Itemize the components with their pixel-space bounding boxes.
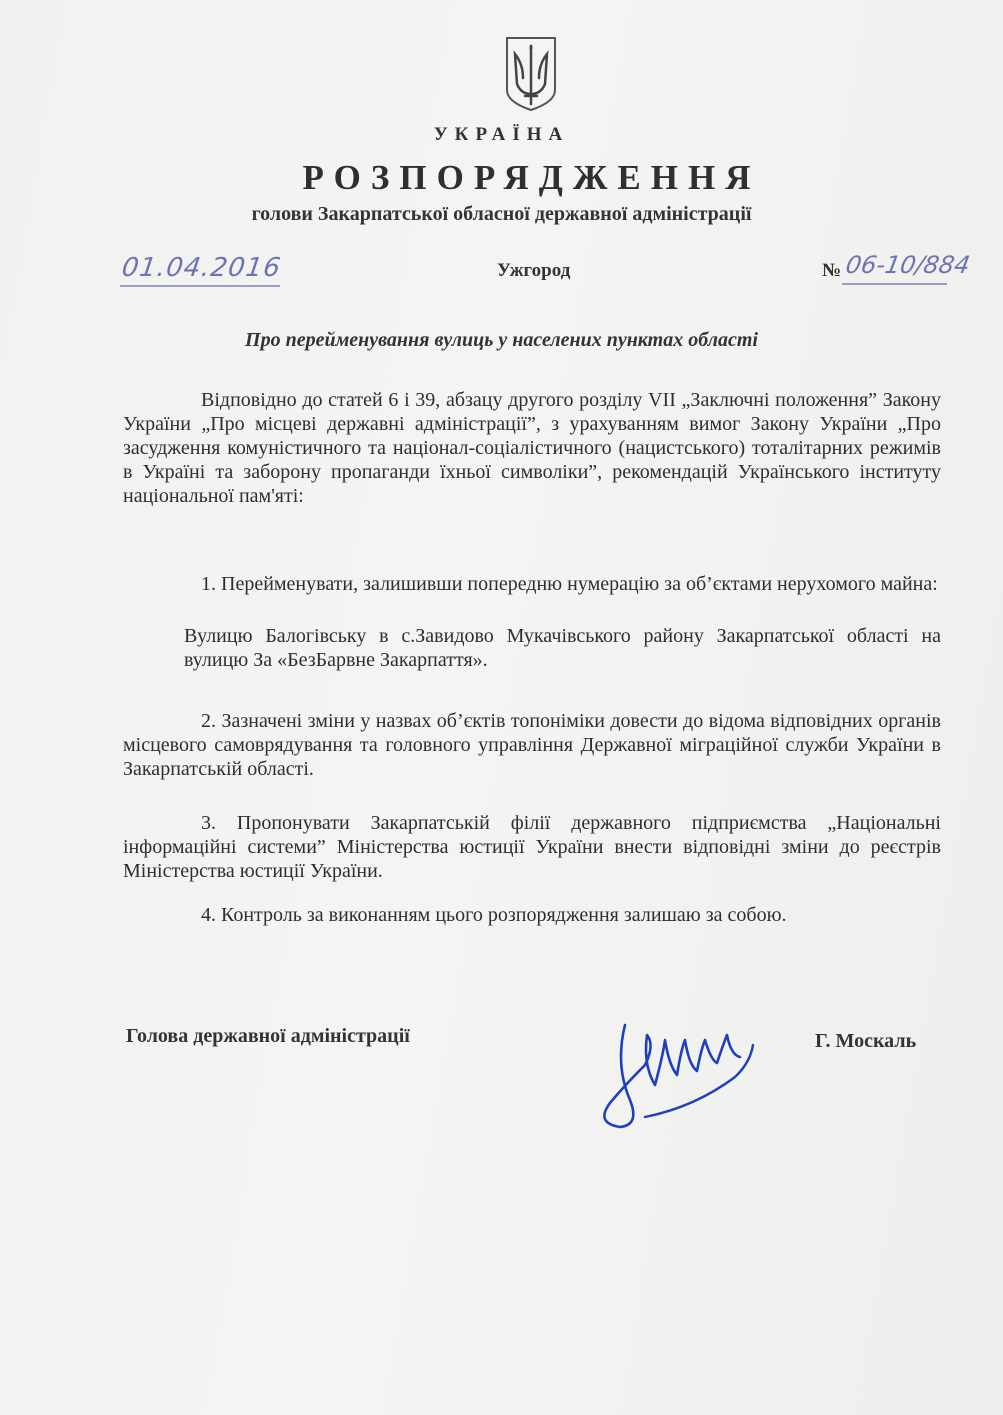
number-sign: №: [822, 260, 842, 281]
item-4-paragraph: 4. Контроль за виконанням цього розпорядження залишаю за собою.: [201, 904, 787, 926]
country-heading: УКРАЇНА: [433, 124, 570, 145]
signer-name: Г. Москаль: [815, 1030, 917, 1052]
number-underline: [842, 283, 947, 285]
document-type-heading: РОЗПОРЯДЖЕННЯ: [302, 158, 761, 197]
handwritten-number: 06-10/884: [843, 251, 973, 279]
handwritten-signature-icon: [585, 1005, 765, 1135]
city-label: Ужгород: [497, 260, 571, 281]
item-1-detail-paragraph: Вулицю Балогівську в с.Завидово Мукачівського району Закарпатської області на вулицю За «БезБарвне Закарпаття».: [184, 625, 941, 671]
item-2-paragraph: 2. Зазначені зміни у назвах об’єктів топоніміки довести до відома відповідних органів місцевого самоврядування та головного управління Державної міграційної служби України в Закарпатській області.: [123, 710, 941, 780]
signer-title: Голова державної адміністрації: [126, 1025, 410, 1047]
item-3-paragraph: 3. Пропонувати Закарпатській філії державного підприємства „Національні інформаційні системи” Міністерства юстиції України внести відповідні зміни до реєстрів Міністерства юстиції України.: [123, 812, 941, 882]
item-1-paragraph: 1. Перейменувати, залишивши попередню нумерацію за об’єктами нерухомого майна:: [201, 573, 938, 595]
handwritten-date: 01.04.2016: [119, 253, 283, 283]
issuer-line: голови Закарпатської обласної державної адміністрації: [251, 203, 752, 225]
trident-emblem-icon: [503, 34, 559, 112]
intro-paragraph: Відповідно до статей 6 і 39, абзацу другого розділу VII „Заключні положення” Закону України „Про місцеві державні адміністрації”, з урахуванням вимог Закону України „Про засудження комуністичного та націонал-соціалістичного (нацистського) тоталітарних режимів в Україні та заборону пропаганди їхньої символіки”, рекомендацій Українського інституту національної пам'яті:: [123, 389, 941, 507]
document-subject: Про перейменування вулиць у населених пунктах області: [245, 329, 758, 351]
date-underline: [120, 285, 280, 287]
